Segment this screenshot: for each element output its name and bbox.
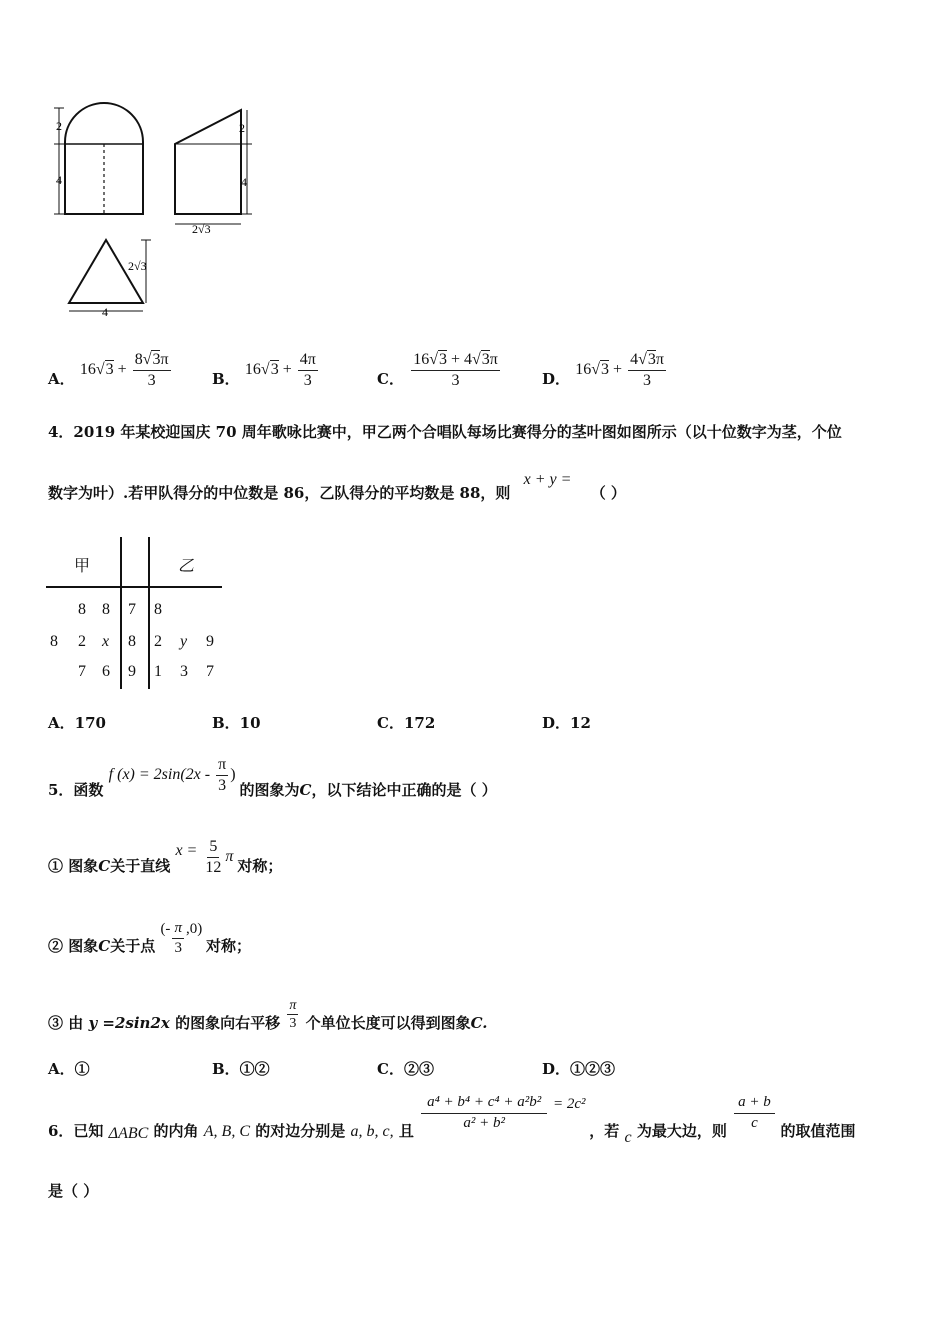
q5-function: f (x) = 2sin(2x - $\frac{\pi}{3}$ ) bbox=[108, 756, 236, 794]
side-dim-top: 2 bbox=[239, 121, 245, 135]
front-view bbox=[54, 103, 143, 214]
side-dim-width: 2√3 bbox=[192, 222, 211, 236]
q3-option-a-label: A． bbox=[48, 369, 75, 388]
stem-leaf-table: 甲 乙 8 8 7 8 8 2 x 8 2 y 9 7 6 9 1 3 7 bbox=[46, 537, 222, 689]
q3-option-d-expr: 16√3 + $\frac{4√3\pi}{3}$ bbox=[575, 351, 664, 389]
q4-option-a[interactable]: A．170 bbox=[48, 714, 106, 732]
q5-option-d[interactable]: D．①②③ bbox=[542, 1060, 616, 1078]
side-dim-bottom: 4 bbox=[241, 175, 247, 189]
q5-statement-3: ③ 由 y =2sin2x 的图象向右平移 $\frac{\pi}{3}$ 个单位长度可以得到图象C. bbox=[48, 998, 488, 1033]
top-dim-height: 2√3 bbox=[128, 259, 147, 273]
three-view-figure bbox=[48, 100, 268, 320]
q6-stem: 6．已知 ΔABC 的内角 A, B, C 的对边分别是 a, b, c, 且 $\frac{\text{a⁴ + b⁴ + c⁴ + a²b²}}{\text{a² + b²}}$ = 2c² ，若 c 为最大边，则 $\frac{a + b}{c}$ 的取值范围 bbox=[48, 1094, 856, 1146]
q5-statement-1: ① 图象C关于直线 x = $\frac{5}{12}$ π 对称； bbox=[48, 838, 283, 876]
q4-expr: x + y = bbox=[523, 471, 572, 488]
q4-option-d[interactable]: D．12 bbox=[542, 714, 591, 732]
q3-option-c[interactable] bbox=[377, 343, 502, 389]
table-right-head: 乙 bbox=[178, 558, 195, 575]
q3-option-a-expr: 16√3 + $\frac{8√3\pi}{3}$ bbox=[79, 351, 169, 389]
q5-option-c[interactable]: C．②③ bbox=[377, 1060, 434, 1078]
side-view bbox=[175, 110, 252, 236]
top-view bbox=[69, 240, 151, 319]
front-dim-bottom: 4 bbox=[56, 173, 62, 187]
q4-paren: （ ） bbox=[590, 484, 626, 502]
q5-option-b[interactable]: B．①② bbox=[212, 1060, 270, 1078]
q5-statement-2: ② 图象C关于点 (- $\frac{\pi}{3}$ ,0) 对称； bbox=[48, 920, 251, 956]
q3-option-d-label: D． bbox=[542, 369, 571, 388]
q3-option-d[interactable] bbox=[542, 343, 668, 389]
q5-stem: 5．函数 f (x) = 2sin(2x - $\frac{\pi}{3}$ ) 的图象为C，以下结论中正确的是（ ） bbox=[48, 756, 497, 799]
q3-option-c-label: C． bbox=[377, 369, 404, 388]
front-dim-top: 2 bbox=[56, 119, 62, 133]
q3-option-c-expr: $\frac{16√3 + 4√3\pi}{3}$ bbox=[413, 351, 498, 389]
q4-stem-line1: 4．2019 年某校迎国庆 70 周年歌咏比赛中，甲乙两个合唱队每场比赛得分的茎叶图如图所示（以十位数字为茎，个位 bbox=[48, 423, 842, 441]
q4-stem-line2: 数字为叶）.若甲队得分的中位数是 86，乙队得分的平均数是 88，则 x + y = （ ） bbox=[48, 471, 626, 502]
q6-stem-line2: 是（ ） bbox=[48, 1182, 99, 1200]
q3-option-b-expr: 16√3 + $\frac{4\pi}{3}$ bbox=[244, 351, 316, 389]
q5-option-a[interactable]: A．① bbox=[48, 1060, 90, 1078]
q3-option-a[interactable] bbox=[48, 343, 173, 389]
q3-option-b[interactable] bbox=[212, 343, 320, 389]
q4-option-c[interactable]: C．172 bbox=[377, 714, 436, 732]
table-left-head: 甲 bbox=[74, 558, 91, 575]
top-dim-width: 4 bbox=[102, 305, 108, 319]
q3-option-b-label: B． bbox=[212, 369, 240, 388]
q4-option-b[interactable]: B．10 bbox=[212, 714, 261, 732]
